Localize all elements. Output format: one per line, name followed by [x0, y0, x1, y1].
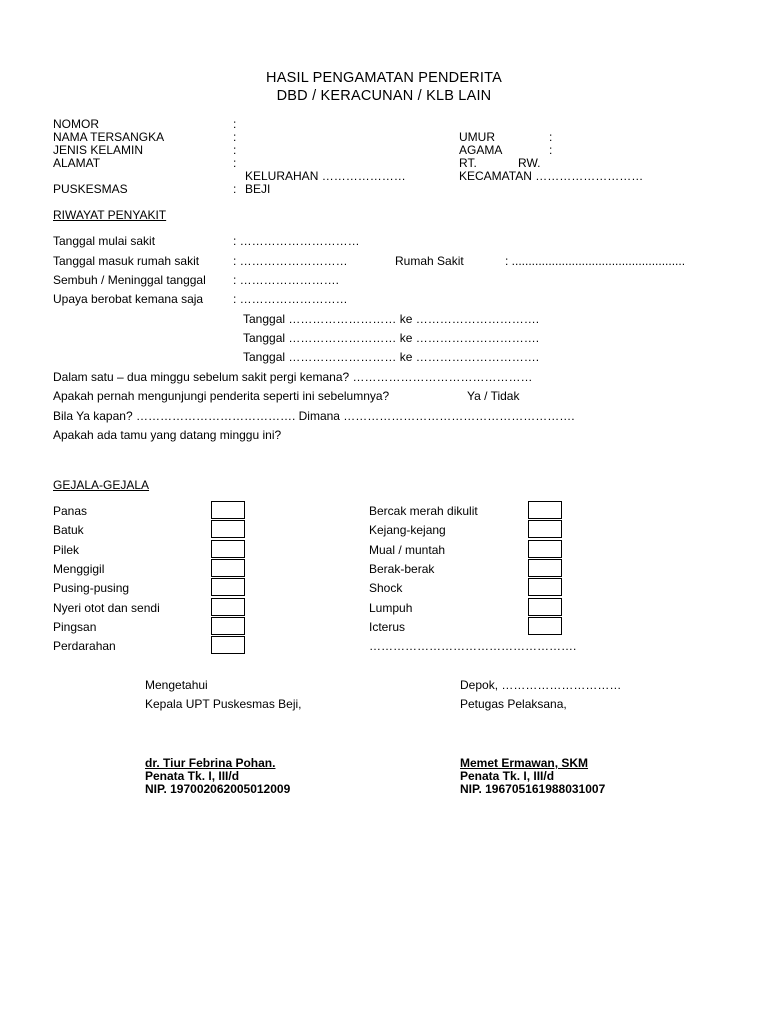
- upaya-field: : ………………………: [233, 292, 348, 306]
- alamat-colon: :: [233, 156, 237, 170]
- symptom-checkbox[interactable]: [211, 598, 245, 616]
- right-signatory-rank: Penata Tk. I, III/d: [460, 769, 555, 783]
- symptom-checkbox[interactable]: [528, 520, 562, 538]
- symptom-checkbox[interactable]: [528, 617, 562, 635]
- symptom-label: Panas: [53, 504, 88, 518]
- jenis-kelamin-colon: :: [233, 143, 237, 157]
- upaya-label: Upaya berobat kemana saja: [53, 292, 204, 306]
- rt-label: RT.: [459, 156, 477, 170]
- agama-label: AGAMA: [459, 143, 503, 157]
- kelurahan-field: KELURAHAN …………………: [245, 169, 406, 183]
- symptom-checkbox[interactable]: [528, 501, 562, 519]
- symptom-checkbox[interactable]: [211, 578, 245, 596]
- symptom-checkbox[interactable]: [528, 559, 562, 577]
- question-mengunjungi: Apakah pernah mengunjungi penderita seperti ini sebelumnya?: [53, 389, 390, 403]
- sembuh-field: : …………………….: [233, 273, 340, 287]
- right-signatory-name: Memet Ermawan, SKM: [460, 756, 589, 770]
- nama-colon: :: [233, 130, 237, 144]
- tanggal-masuk-field: : ………………………: [233, 254, 348, 268]
- nomor-colon: :: [233, 117, 237, 131]
- symptom-checkbox[interactable]: [211, 540, 245, 558]
- symptom-checkbox[interactable]: [528, 598, 562, 616]
- symptom-label: …………………………………………….: [369, 639, 577, 654]
- symptom-label: Menggigil: [53, 561, 105, 576]
- tanggal-row: Tanggal ……………………… ke ………………………….: [243, 350, 540, 364]
- riwayat-heading: RIWAYAT PENYAKIT: [53, 208, 167, 222]
- symptom-label: Kejang-kejang: [369, 523, 446, 538]
- left-signatory-rank: Penata Tk. I, III/d: [145, 769, 240, 783]
- ya-tidak-options: Ya / Tidak: [467, 389, 520, 403]
- kecamatan-field: KECAMATAN ………………………: [459, 169, 644, 183]
- symptom-label: Bercak merah dikulit: [369, 504, 478, 518]
- umur-label: UMUR: [459, 130, 495, 144]
- left-signatory-nip: NIP. 197002062005012009: [145, 782, 291, 796]
- puskesmas-colon: :: [233, 182, 237, 196]
- symptom-label: Pusing-pusing: [53, 581, 130, 596]
- symptom-label: Pilek: [53, 542, 80, 557]
- rw-label: RW.: [518, 156, 541, 170]
- tanggal-mulai-label: Tanggal mulai sakit: [53, 234, 156, 248]
- rumah-sakit-field: : ....................................................: [505, 254, 686, 268]
- form-title-line-1: HASIL PENGAMATAN PENDERITA: [266, 70, 502, 86]
- agama-colon: :: [549, 143, 553, 157]
- mengetahui-label: Mengetahui: [145, 678, 208, 692]
- rumah-sakit-label: Rumah Sakit: [395, 254, 464, 268]
- depok-date-field: Depok, …………………………: [460, 678, 622, 692]
- symptom-checkbox[interactable]: [528, 578, 562, 596]
- umur-colon: :: [549, 130, 553, 144]
- tanggal-mulai-field: : …………………………: [233, 234, 360, 248]
- symptom-checkbox[interactable]: [211, 559, 245, 577]
- puskesmas-label: PUSKESMAS: [53, 182, 128, 196]
- left-signatory-name: dr. Tiur Febrina Pohan.: [145, 756, 276, 770]
- symptom-checkbox[interactable]: [528, 540, 562, 558]
- symptom-checkbox[interactable]: [211, 636, 245, 654]
- kepala-upt-label: Kepala UPT Puskesmas Beji,: [145, 697, 302, 711]
- tanggal-row: Tanggal ……………………… ke ………………………….: [243, 312, 540, 326]
- tanggal-masuk-label: Tanggal masuk rumah sakit: [53, 254, 200, 268]
- nomor-label: NOMOR: [53, 117, 99, 131]
- jenis-kelamin-label: JENIS KELAMIN: [53, 143, 144, 157]
- symptom-label: Lumpuh: [369, 600, 413, 615]
- symptom-label: Nyeri otot dan sendi: [53, 600, 160, 615]
- symptom-label: Pingsan: [53, 619, 97, 634]
- symptom-label: Mual / muntah: [369, 542, 446, 557]
- alamat-label: ALAMAT: [53, 156, 101, 170]
- symptom-label: Berak-berak: [369, 561, 435, 576]
- nama-tersangka-label: NAMA TERSANGKA: [53, 130, 165, 144]
- right-signatory-nip: NIP. 196705161988031007: [460, 782, 606, 796]
- gejala-heading: GEJALA-GEJALA: [53, 478, 150, 492]
- symptom-checkbox[interactable]: [211, 617, 245, 635]
- petugas-label: Petugas Pelaksana,: [460, 697, 567, 711]
- form-title-line-2: DBD / KERACUNAN / KLB LAIN: [276, 88, 492, 104]
- symptom-checkbox[interactable]: [211, 501, 245, 519]
- tanggal-row: Tanggal ……………………… ke ………………………….: [243, 331, 540, 345]
- puskesmas-value: BEJI: [245, 182, 271, 196]
- symptom-checkbox[interactable]: [211, 520, 245, 538]
- sembuh-label: Sembuh / Meninggal tanggal: [53, 273, 206, 287]
- question-kapan: Bila Ya kapan? …………………………………. Dimana ………………………………………………….: [53, 409, 575, 423]
- symptom-label: Batuk: [53, 523, 84, 538]
- question-pergi: Dalam satu – dua minggu sebelum sakit pergi kemana? ………………………………………: [53, 370, 533, 384]
- symptom-label: Perdarahan: [53, 639, 116, 654]
- symptom-label: Icterus: [369, 619, 406, 634]
- question-tamu: Apakah ada tamu yang datang minggu ini?: [53, 428, 282, 442]
- symptom-label: Shock: [369, 581, 403, 596]
